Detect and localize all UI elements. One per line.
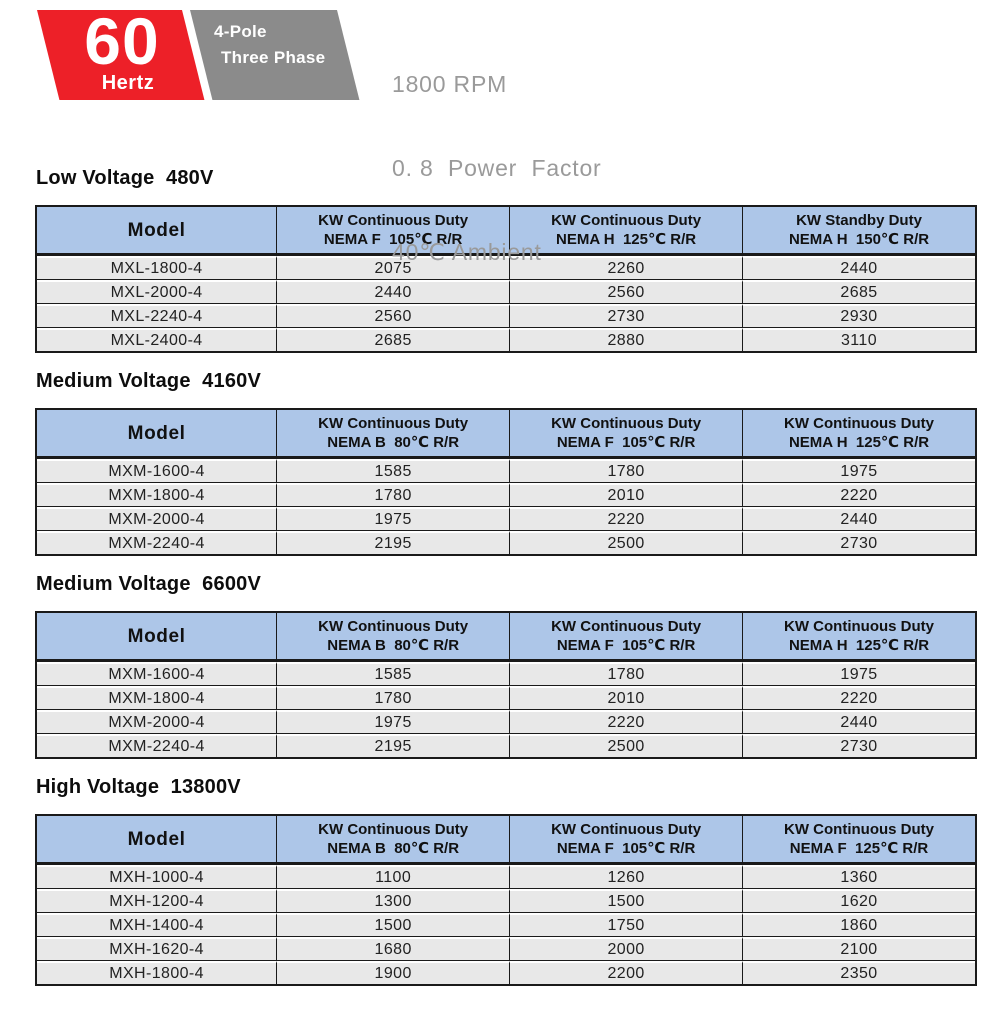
kw-value-cell: 2730 <box>742 734 975 757</box>
kw-value-cell: 2220 <box>509 710 742 734</box>
model-cell: MXM-2000-4 <box>37 507 276 531</box>
kw-value-cell: 1780 <box>509 459 742 483</box>
voltage-section <box>35 573 1005 759</box>
kw-column-header <box>742 207 975 256</box>
kw-value-cell: 1300 <box>276 889 509 913</box>
table-row <box>37 889 975 913</box>
kw-value-cell: 1100 <box>276 865 509 889</box>
kw-value-cell: 2260 <box>509 256 742 280</box>
kw-value-cell: 2500 <box>509 734 742 757</box>
kw-value-cell: 1975 <box>742 459 975 483</box>
model-column-header <box>37 410 276 459</box>
kw-value-cell: 1975 <box>276 507 509 531</box>
voltage-section <box>35 370 1005 556</box>
section-title: High Voltage 13800V <box>36 776 241 798</box>
kw-value-cell: 1975 <box>276 710 509 734</box>
table-row <box>37 507 975 531</box>
table-row <box>37 734 975 757</box>
section-title: Low Voltage 480V <box>36 167 214 189</box>
table-row <box>37 710 975 734</box>
model-cell: MXH-1200-4 <box>37 889 276 913</box>
frequency-unit: Hertz <box>101 72 155 94</box>
spec-table <box>35 408 977 556</box>
header-line: NEMA B 80℃ R/R <box>327 434 460 451</box>
kw-value-cell: 2440 <box>742 507 975 531</box>
kw-value-cell: 1780 <box>276 483 509 507</box>
kw-value-cell: 2440 <box>742 710 975 734</box>
kw-value-cell: 2685 <box>742 280 975 304</box>
kw-value-cell: 1260 <box>509 865 742 889</box>
kw-value-cell: 1860 <box>742 913 975 937</box>
kw-value-cell: 2350 <box>742 961 975 984</box>
model-cell: MXM-1600-4 <box>37 662 276 686</box>
model-cell: MXH-1800-4 <box>37 961 276 984</box>
kw-value-cell: 2100 <box>742 937 975 961</box>
kw-column-header <box>276 613 509 662</box>
section-title: Medium Voltage 4160V <box>36 370 262 392</box>
kw-value-cell: 2195 <box>276 531 509 554</box>
header-line: NEMA H 125℃ R/R <box>556 231 697 248</box>
kw-value-cell: 1620 <box>742 889 975 913</box>
model-column-header <box>37 207 276 256</box>
spec-table <box>35 611 977 759</box>
model-column-header <box>37 816 276 865</box>
header-line: KW Continuous Duty <box>318 821 469 838</box>
table-row <box>37 483 975 507</box>
kw-value-cell: 2930 <box>742 304 975 328</box>
header-row <box>37 613 975 662</box>
kw-value-cell: 2000 <box>509 937 742 961</box>
header-line: KW Continuous Duty <box>551 821 702 838</box>
kw-value-cell: 2685 <box>276 328 509 351</box>
header-line: KW Continuous Duty <box>551 415 702 432</box>
header-line: Model <box>127 422 186 444</box>
kw-value-cell: 2440 <box>742 256 975 280</box>
header-line: KW Continuous Duty <box>318 618 469 635</box>
power-factor-text: 0. 8 Power Factor <box>392 155 602 181</box>
kw-value-cell: 2880 <box>509 328 742 351</box>
table-row <box>37 913 975 937</box>
kw-column-header <box>742 410 975 459</box>
frequency-value: 60 <box>84 4 160 78</box>
model-cell: MXM-1800-4 <box>37 483 276 507</box>
kw-value-cell: 1585 <box>276 662 509 686</box>
table-row <box>37 662 975 686</box>
kw-value-cell: 2195 <box>276 734 509 757</box>
pole-label: 4-Pole <box>214 22 267 41</box>
header-line: NEMA F 105℃ R/R <box>323 231 463 248</box>
kw-value-cell: 2220 <box>509 507 742 531</box>
table-row <box>37 865 975 889</box>
header-row <box>37 410 975 459</box>
kw-value-cell: 2560 <box>276 304 509 328</box>
kw-value-cell: 3110 <box>742 328 975 351</box>
model-cell: MXH-1620-4 <box>37 937 276 961</box>
kw-column-header <box>509 613 742 662</box>
kw-column-header <box>276 410 509 459</box>
kw-value-cell: 2500 <box>509 531 742 554</box>
phase-label: Three Phase <box>221 48 326 67</box>
header-line: NEMA H 125℃ R/R <box>788 637 930 654</box>
header-line: KW Continuous Duty <box>551 618 702 635</box>
kw-value-cell: 1585 <box>276 459 509 483</box>
kw-value-cell: 2440 <box>276 280 509 304</box>
kw-column-header <box>509 410 742 459</box>
header-row <box>37 816 975 865</box>
header-line: Model <box>127 625 186 647</box>
kw-value-cell: 1780 <box>509 662 742 686</box>
kw-value-cell: 1500 <box>509 889 742 913</box>
header-line: NEMA B 80℃ R/R <box>327 637 460 654</box>
header-line: KW Continuous Duty <box>318 212 469 229</box>
rpm-text: 1800 RPM <box>392 71 508 97</box>
ambient-text: 40℃ Ambient <box>392 239 542 265</box>
model-cell: MXM-2240-4 <box>37 531 276 554</box>
kw-value-cell: 2200 <box>509 961 742 984</box>
model-column-header <box>37 613 276 662</box>
kw-value-cell: 2730 <box>742 531 975 554</box>
model-cell: MXM-2240-4 <box>37 734 276 757</box>
kw-value-cell: 2010 <box>509 686 742 710</box>
kw-column-header <box>276 816 509 865</box>
kw-value-cell: 1750 <box>509 913 742 937</box>
model-cell: MXL-2000-4 <box>37 280 276 304</box>
table-row <box>37 531 975 554</box>
kw-column-header <box>742 613 975 662</box>
kw-value-cell: 1975 <box>742 662 975 686</box>
model-cell: MXM-1800-4 <box>37 686 276 710</box>
header-line: NEMA F 105℃ R/R <box>556 840 696 857</box>
header-line: KW Continuous Duty <box>318 415 469 432</box>
model-cell: MXH-1000-4 <box>37 865 276 889</box>
header-line: KW Standby Duty <box>796 212 922 229</box>
kw-column-header <box>509 816 742 865</box>
kw-value-cell: 2730 <box>509 304 742 328</box>
header-line: NEMA B 80℃ R/R <box>327 840 460 857</box>
header-line: KW Continuous Duty <box>784 821 934 838</box>
kw-value-cell: 2010 <box>509 483 742 507</box>
kw-value-cell: 2075 <box>276 256 509 280</box>
header-line: KW Continuous Duty <box>784 415 934 432</box>
header-line: Model <box>127 828 186 850</box>
model-cell: MXL-1800-4 <box>37 256 276 280</box>
kw-value-cell: 1680 <box>276 937 509 961</box>
kw-value-cell: 2560 <box>509 280 742 304</box>
kw-column-header <box>742 816 975 865</box>
model-cell: MXM-1600-4 <box>37 459 276 483</box>
kw-value-cell: 1500 <box>276 913 509 937</box>
kw-value-cell: 1900 <box>276 961 509 984</box>
kw-value-cell: 1360 <box>742 865 975 889</box>
header-line: NEMA F 105℃ R/R <box>556 637 696 654</box>
kw-value-cell: 2220 <box>742 686 975 710</box>
header-line: NEMA F 125℃ R/R <box>789 840 929 857</box>
voltage-section <box>35 776 1005 986</box>
kw-value-cell: 2220 <box>742 483 975 507</box>
table-row <box>37 937 975 961</box>
model-cell: MXM-2000-4 <box>37 710 276 734</box>
header-line: NEMA H 125℃ R/R <box>788 434 930 451</box>
spec-table <box>35 814 977 986</box>
model-cell: MXL-2400-4 <box>37 328 276 351</box>
model-cell: MXH-1400-4 <box>37 913 276 937</box>
header-line: NEMA H 150℃ R/R <box>788 231 930 248</box>
table-row <box>37 328 975 351</box>
header-line: NEMA F 105℃ R/R <box>556 434 696 451</box>
table-row <box>37 459 975 483</box>
table-row <box>37 961 975 984</box>
ratings-block <box>392 14 602 322</box>
header-line: Model <box>127 219 186 241</box>
table-row <box>37 686 975 710</box>
section-title: Medium Voltage 6600V <box>36 573 262 595</box>
header-line: KW Continuous Duty <box>784 618 934 635</box>
header-line: KW Continuous Duty <box>551 212 702 229</box>
model-cell: MXL-2240-4 <box>37 304 276 328</box>
kw-value-cell: 1780 <box>276 686 509 710</box>
